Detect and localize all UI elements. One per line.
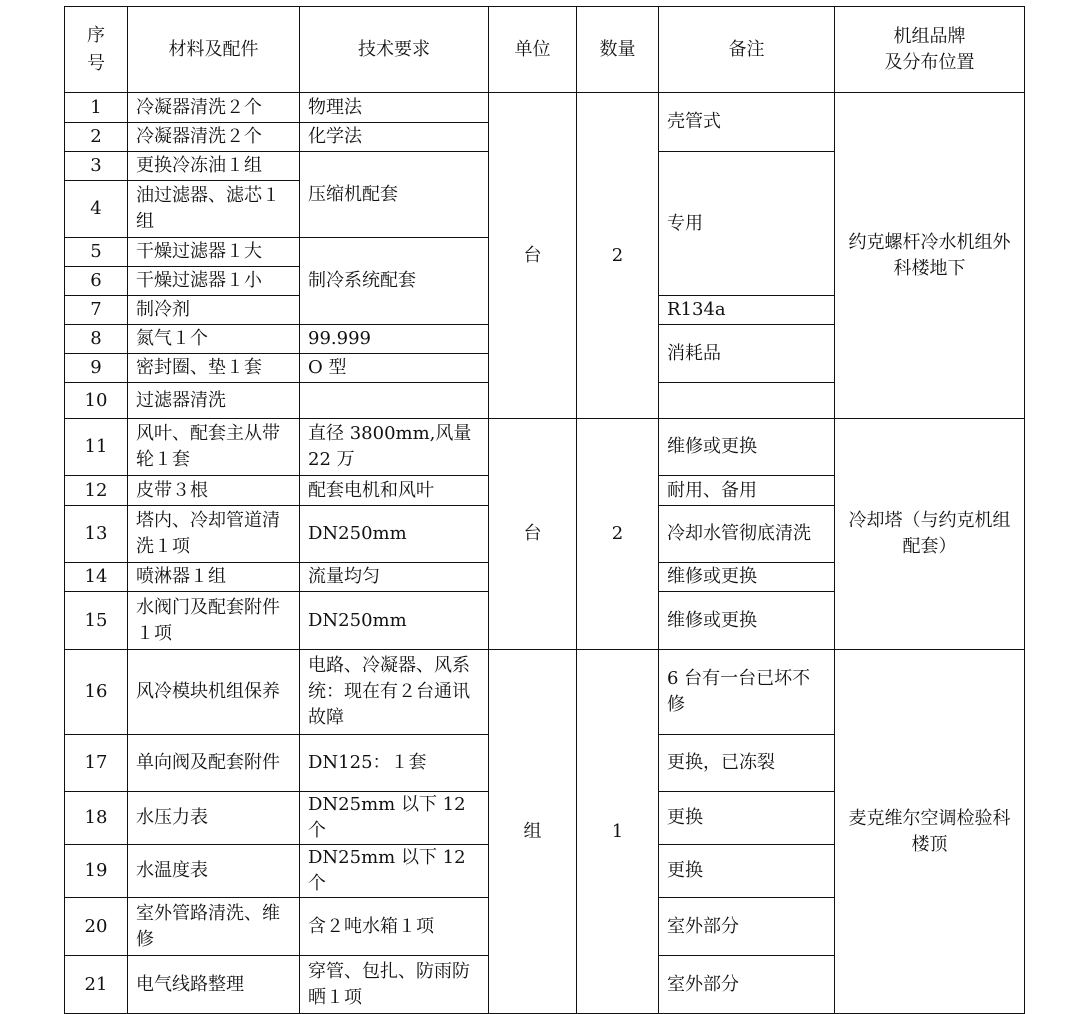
row-number: 11 — [65, 419, 128, 476]
row-number: 21 — [65, 956, 128, 1014]
material-cell: 单向阀及配套附件 — [128, 735, 300, 792]
remark-cell: 维修或更换 — [659, 419, 835, 476]
row-number: 2 — [65, 123, 128, 152]
header-seq: 序号 — [65, 7, 128, 93]
material-cell: 水温度表 — [128, 845, 300, 898]
material-cell: 密封圈、垫１套 — [128, 354, 300, 383]
row-number: 18 — [65, 792, 128, 845]
header-brand-line1: 机组品牌 — [893, 25, 966, 47]
unit-cell-group2: 台 — [489, 419, 577, 650]
tech-cell: DN125：１套 — [300, 735, 489, 792]
material-cell: 风冷模块机组保养 — [128, 650, 300, 735]
remark-cell: 壳管式 — [659, 93, 835, 152]
row-number: 4 — [65, 181, 128, 238]
tech-cell: 穿管、包扎、防雨防晒１项 — [300, 956, 489, 1014]
table-row — [65, 93, 1025, 123]
remark-cell: R134a — [659, 296, 835, 325]
tech-cell: 直径 3800mm,风量 22 万 — [300, 419, 489, 476]
qty-cell-group2: 2 — [577, 419, 659, 650]
tech-cell: DN25mm 以下 12 个 — [300, 845, 489, 898]
table-row — [65, 650, 1025, 735]
material-cell: 风叶、配套主从带轮１套 — [128, 419, 300, 476]
tech-cell: 压缩机配套 — [300, 152, 489, 238]
row-number: 17 — [65, 735, 128, 792]
unit-cell-group1: 台 — [489, 93, 577, 419]
row-number: 15 — [65, 592, 128, 650]
row-number: 13 — [65, 506, 128, 563]
header-brand-location — [835, 7, 1025, 93]
location-cell-group2: 冷却塔（与约克机组配套） — [835, 419, 1025, 650]
qty-cell-group1: 2 — [577, 93, 659, 419]
tech-cell: 配套电机和风叶 — [300, 476, 489, 506]
tech-cell: 99.999 — [300, 325, 489, 354]
remark-cell: 冷却水管彻底清洗 — [659, 506, 835, 563]
unit-cell-group3: 组 — [489, 650, 577, 1014]
remark-cell: 专用 — [659, 152, 835, 296]
location-cell-group1: 约克螺杆冷水机组外科楼地下 — [835, 93, 1025, 419]
material-cell: 干燥过滤器１大 — [128, 238, 300, 267]
header-unit: 单位 — [489, 7, 577, 93]
row-number: 9 — [65, 354, 128, 383]
tech-cell: 含２吨水箱１项 — [300, 898, 489, 956]
material-cell: 水阀门及配套附件１项 — [128, 592, 300, 650]
remark-cell: 6 台有一台已坏不修 — [659, 650, 835, 735]
location-cell-group3: 麦克维尔空调检验科楼顶 — [835, 650, 1025, 1014]
material-cell: 干燥过滤器１小 — [128, 267, 300, 296]
tech-cell — [300, 383, 489, 419]
tech-cell: 流量均匀 — [300, 563, 489, 592]
table-row — [65, 419, 1025, 476]
material-cell: 氮气１个 — [128, 325, 300, 354]
material-cell: 塔内、冷却管道清洗１项 — [128, 506, 300, 563]
remark-cell: 室外部分 — [659, 898, 835, 956]
header-brand-line2: 及分布位置 — [884, 51, 975, 73]
qty-cell-group3: 1 — [577, 650, 659, 1014]
row-number: 3 — [65, 152, 128, 181]
tech-cell: DN25mm 以下 12 个 — [300, 792, 489, 845]
remark-cell: 维修或更换 — [659, 563, 835, 592]
tech-cell: 物理法 — [300, 93, 489, 123]
tech-cell: DN250mm — [300, 592, 489, 650]
remark-cell: 维修或更换 — [659, 592, 835, 650]
material-cell: 油过滤器、滤芯１组 — [128, 181, 300, 238]
header-row — [65, 7, 1025, 93]
row-number: 7 — [65, 296, 128, 325]
remark-cell: 更换 — [659, 792, 835, 845]
tech-cell: 制冷系统配套 — [300, 238, 489, 325]
remark-cell — [659, 383, 835, 419]
material-cell: 皮带３根 — [128, 476, 300, 506]
row-number: 10 — [65, 383, 128, 419]
header-material: 材料及配件 — [128, 7, 300, 93]
tech-cell: DN250mm — [300, 506, 489, 563]
material-cell: 冷凝器清洗２个 — [128, 123, 300, 152]
row-number: 12 — [65, 476, 128, 506]
row-number: 19 — [65, 845, 128, 898]
material-cell: 过滤器清洗 — [128, 383, 300, 419]
remark-cell: 更换 — [659, 845, 835, 898]
material-cell: 更换冷冻油１组 — [128, 152, 300, 181]
remark-cell: 室外部分 — [659, 956, 835, 1014]
row-number: 8 — [65, 325, 128, 354]
material-cell: 电气线路整理 — [128, 956, 300, 1014]
tech-cell: O 型 — [300, 354, 489, 383]
row-number: 5 — [65, 238, 128, 267]
row-number: 20 — [65, 898, 128, 956]
row-number: 1 — [65, 93, 128, 123]
material-cell: 制冷剂 — [128, 296, 300, 325]
header-tech: 技术要求 — [300, 7, 489, 93]
row-number: 16 — [65, 650, 128, 735]
row-number: 14 — [65, 563, 128, 592]
header-remark: 备注 — [659, 7, 835, 93]
material-cell: 室外管路清洗、维修 — [128, 898, 300, 956]
maintenance-table — [64, 6, 1025, 1014]
remark-cell: 消耗品 — [659, 325, 835, 383]
remark-cell: 耐用、备用 — [659, 476, 835, 506]
header-qty: 数量 — [577, 7, 659, 93]
tech-cell: 电路、冷凝器、风系统：现在有２台通讯故障 — [300, 650, 489, 735]
row-number: 6 — [65, 267, 128, 296]
remark-cell: 更换，已冻裂 — [659, 735, 835, 792]
tech-cell: 化学法 — [300, 123, 489, 152]
material-cell: 喷淋器１组 — [128, 563, 300, 592]
material-cell: 水压力表 — [128, 792, 300, 845]
material-cell: 冷凝器清洗２个 — [128, 93, 300, 123]
